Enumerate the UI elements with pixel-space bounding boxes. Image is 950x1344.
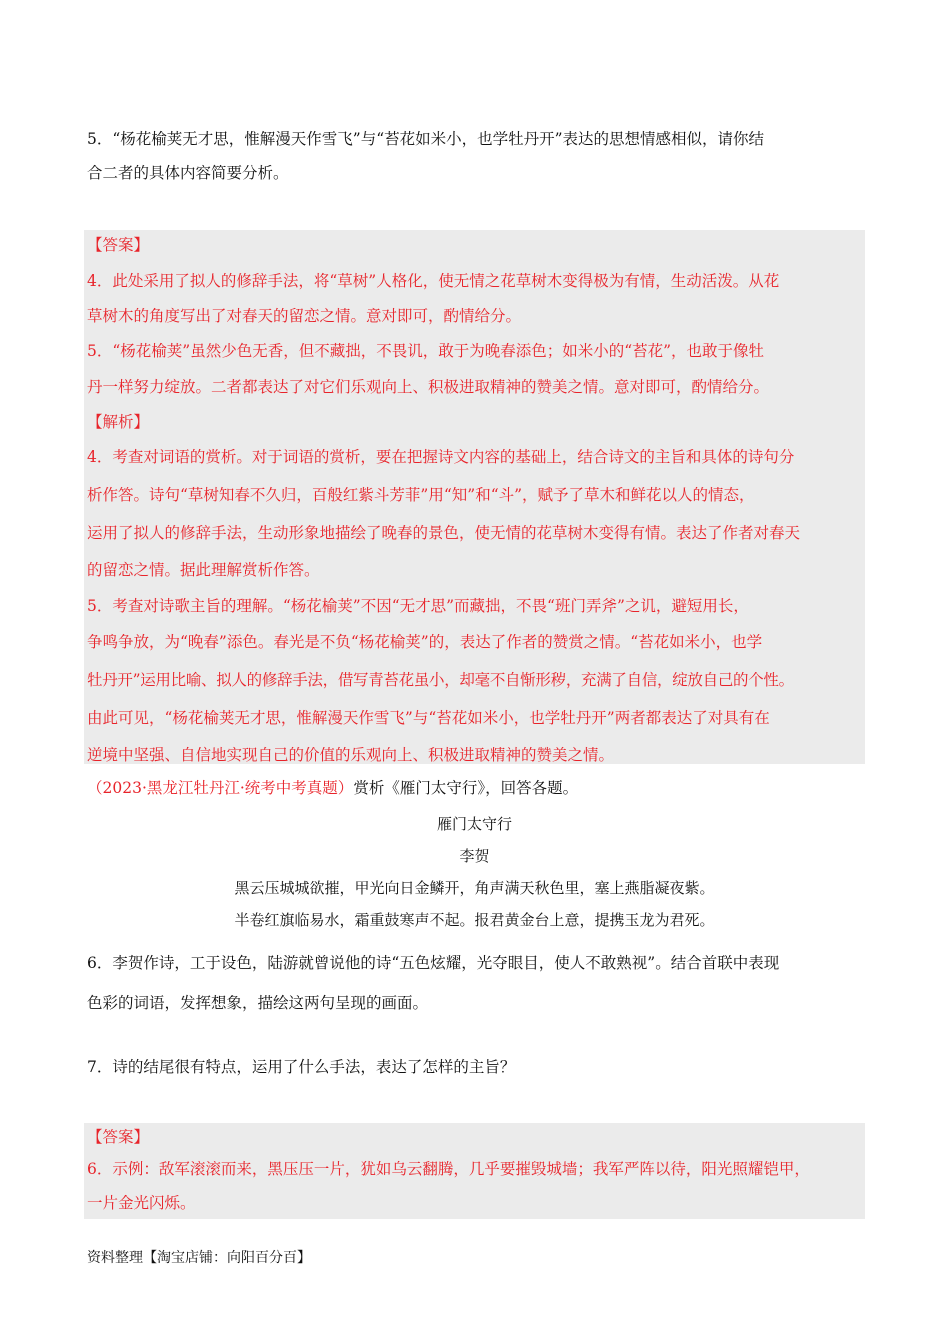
- answer-line: 析作答。诗句“草树知春不久归，百般红紫斗芳菲”用“知”和“斗”，赋予了草木和鲜花以人的情态，: [87, 486, 755, 504]
- answer-heading: 【答案】: [87, 236, 150, 254]
- answer-line: 运用了拟人的修辞手法，生动形象地描绘了晚春的景色，使无情的花草树木变得有情。表达了作者对春天: [87, 524, 801, 542]
- answer-line: 4．考查对词语的赏析。对于词语的赏析，要在把握诗文内容的基础上，结合诗文的主旨和具体的诗句分: [87, 448, 795, 466]
- answer-block-2: [84, 1123, 865, 1219]
- answer-line: 6．示例：敌军滚滚而来，黑压压一片，犹如乌云翻腾，几乎要摧毁城墙；我军严阵以待，阳光照耀铠甲，: [87, 1160, 810, 1178]
- poem-line: 黑云压城城欲摧，甲光向日金鳞开，角声满天秋色里，塞上燕脂凝夜紫。: [234, 879, 715, 897]
- text-line: 7．诗的结尾很有特点，运用了什么手法，表达了怎样的主旨？: [87, 1058, 516, 1076]
- text-line: 5．“杨花榆荚无才思，惟解漫天作雪飞”与“苔花如米小，也学牡丹开”表达的思想情感相似，请你结: [87, 130, 765, 148]
- poem-author: 李贺: [459, 847, 490, 865]
- poem-title: 雁门太守行: [436, 815, 512, 833]
- analysis-heading: 【解析】: [87, 413, 150, 431]
- answer-line: 争鸣争放，为“晚春”添色。春光是不负“杨花榆荚”的，表达了作者的赞赏之情。“苔花如米小，也学: [87, 633, 763, 651]
- source-text: 赏析《雁门太守行》，回答各题。: [353, 779, 579, 797]
- answer-line: 5．考查对诗歌主旨的理解。“杨花榆荚”不因“无才思”而藏拙，不畏“班门弄斧”之讥，避短用长，: [87, 597, 749, 615]
- answer-line: 牡丹开”运用比喻、拟人的修辞手法，借写青苔花虽小，却毫不自惭形秽，充满了自信，绽放自己的个性。: [87, 671, 794, 689]
- source-tag: （2023·黑龙江牡丹江·统考中考真题）: [87, 779, 354, 797]
- answer-line: 的留恋之情。据此理解赏析作答。: [87, 561, 320, 579]
- question-6: [87, 943, 862, 1023]
- footer: 资料整理【淘宝店铺：向阳百分百】: [87, 1250, 311, 1266]
- answer-line: 一片金光闪烁。: [87, 1194, 196, 1212]
- answer-line: 由此可见，“杨花榆荚无才思，惟解漫天作雪飞”与“苔花如米小，也学牡丹开”两者都表达了对具有在: [87, 709, 770, 727]
- poem: [87, 808, 862, 936]
- answer-line: 丹一样努力绽放。二者都表达了对它们乐观向上、积极进取精神的赞美之情。意对即可，酌情给分。: [87, 378, 770, 396]
- text-line: 6．李贺作诗，工于设色，陆游就曾说他的诗“五色炫耀，光夺眼目，使人不敢熟视”。结合首联中表现: [87, 954, 780, 972]
- text-line: 色彩的词语，发挥想象，描绘这两句呈现的画面。: [87, 994, 429, 1012]
- answer-line: 4．此处采用了拟人的修辞手法，将“草树”人格化，使无情之花草树木变得极为有情，生动活泼。从花: [87, 272, 780, 290]
- answer-heading: 【答案】: [87, 1128, 150, 1146]
- answer-block-1: [84, 230, 865, 764]
- answer-line: 5．“杨花榆荚”虽然少色无香，但不藏拙，不畏讥，敢于为晚春添色；如米小的“苔花”，也敢于像牡: [87, 342, 765, 360]
- poem-line: 半卷红旗临易水，霜重鼓寒声不起。报君黄金台上意，提携玉龙为君死。: [234, 911, 715, 929]
- text-line: 合二者的具体内容简要分析。: [87, 164, 289, 182]
- answer-line: 草树木的角度写出了对春天的留恋之情。意对即可，酌情给分。: [87, 307, 522, 325]
- question-5: [87, 122, 862, 190]
- question-7: [87, 1050, 862, 1084]
- answer-line: 逆境中坚强、自信地实现自己的价值的乐观向上、积极进取精神的赞美之情。: [87, 746, 615, 764]
- source-line: [87, 775, 578, 801]
